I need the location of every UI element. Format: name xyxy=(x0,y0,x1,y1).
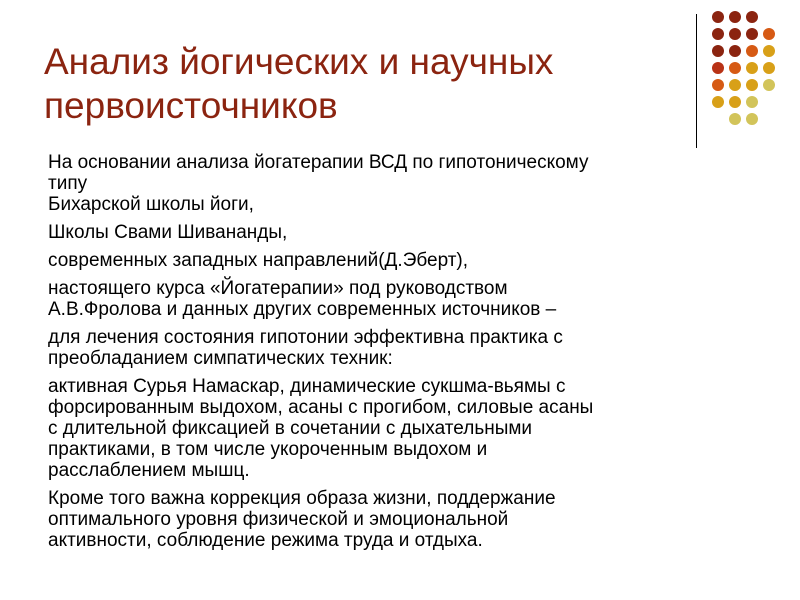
ornament-dot xyxy=(763,28,775,40)
paragraph-first-line: Кроме того важна коррекция образа жизни, поддержание xyxy=(48,488,556,509)
dot-grid-ornament-icon xyxy=(704,10,784,134)
ornament-dot xyxy=(763,45,775,57)
ornament-dot xyxy=(746,45,758,57)
ornament-dot xyxy=(746,62,758,74)
paragraph-first-line: На основании анализа йогатерапии ВСД по гипотоническому xyxy=(48,152,589,173)
ornament-dot xyxy=(729,113,741,125)
ornament-dot xyxy=(746,113,758,125)
ornament-dot xyxy=(712,28,724,40)
paragraph-continuation-line: с длительной фиксацией в сочетании с дыхательными xyxy=(48,418,533,439)
ornament-dot xyxy=(746,28,758,40)
ornament-dot xyxy=(712,79,724,91)
title-divider-line xyxy=(696,14,697,148)
paragraph-continuation-line: оптимального уровня физической и эмоциональной xyxy=(48,509,509,530)
paragraph-continuation-line: форсированным выдохом, асаны с прогибом, силовые асаны xyxy=(48,397,594,418)
body-paragraph xyxy=(48,222,778,243)
paragraph-continuation-line: расслаблением мышц. xyxy=(48,460,250,481)
ornament-dot xyxy=(712,45,724,57)
body-paragraph xyxy=(48,278,778,320)
paragraph-first-line: настоящего курса «Йогатерапии» под руководством xyxy=(48,278,508,299)
slide-title: Анализ йогических и научных первоисточников xyxy=(44,41,554,126)
ornament-dot xyxy=(729,45,741,57)
paragraph-continuation-line: А.В.Фролова и данных других современных источников – xyxy=(48,299,557,320)
paragraph-first-line: Школы Свами Шивананды, xyxy=(48,222,288,243)
paragraph-first-line: для лечения состояния гипотонии эффективна практика с xyxy=(48,327,563,348)
ornament-dot xyxy=(763,79,775,91)
body-paragraph xyxy=(48,327,778,369)
slide-body-text xyxy=(48,152,778,558)
body-paragraph xyxy=(48,152,778,215)
body-paragraph xyxy=(48,376,778,481)
paragraph-continuation-line: типу xyxy=(48,173,88,194)
paragraph-first-line: современных западных направлений(Д.Эберт), xyxy=(48,250,469,271)
paragraph-continuation-line: практиками, в том числе укороченным выдохом и xyxy=(48,439,488,460)
paragraph-first-line: активная Сурья Намаскар, динамические сукшма-вьямы с xyxy=(48,376,566,397)
body-paragraph xyxy=(48,488,778,551)
ornament-dot xyxy=(763,62,775,74)
ornament-dot xyxy=(746,79,758,91)
ornament-dot xyxy=(729,28,741,40)
ornament-dot xyxy=(729,62,741,74)
ornament-dot xyxy=(729,11,741,23)
paragraph-continuation-line: активности, соблюдение режима труда и отдыха. xyxy=(48,530,483,551)
ornament-dot xyxy=(712,96,724,108)
paragraph-continuation-line: Бихарской школы йоги, xyxy=(48,194,254,215)
paragraph-continuation-line: преобладанием симпатических техник: xyxy=(48,348,393,369)
ornament-dot xyxy=(729,79,741,91)
ornament-dot xyxy=(729,96,741,108)
ornament-dot xyxy=(712,11,724,23)
ornament-dot xyxy=(712,62,724,74)
ornament-dot xyxy=(746,11,758,23)
body-paragraph xyxy=(48,250,778,271)
ornament-dot xyxy=(746,96,758,108)
